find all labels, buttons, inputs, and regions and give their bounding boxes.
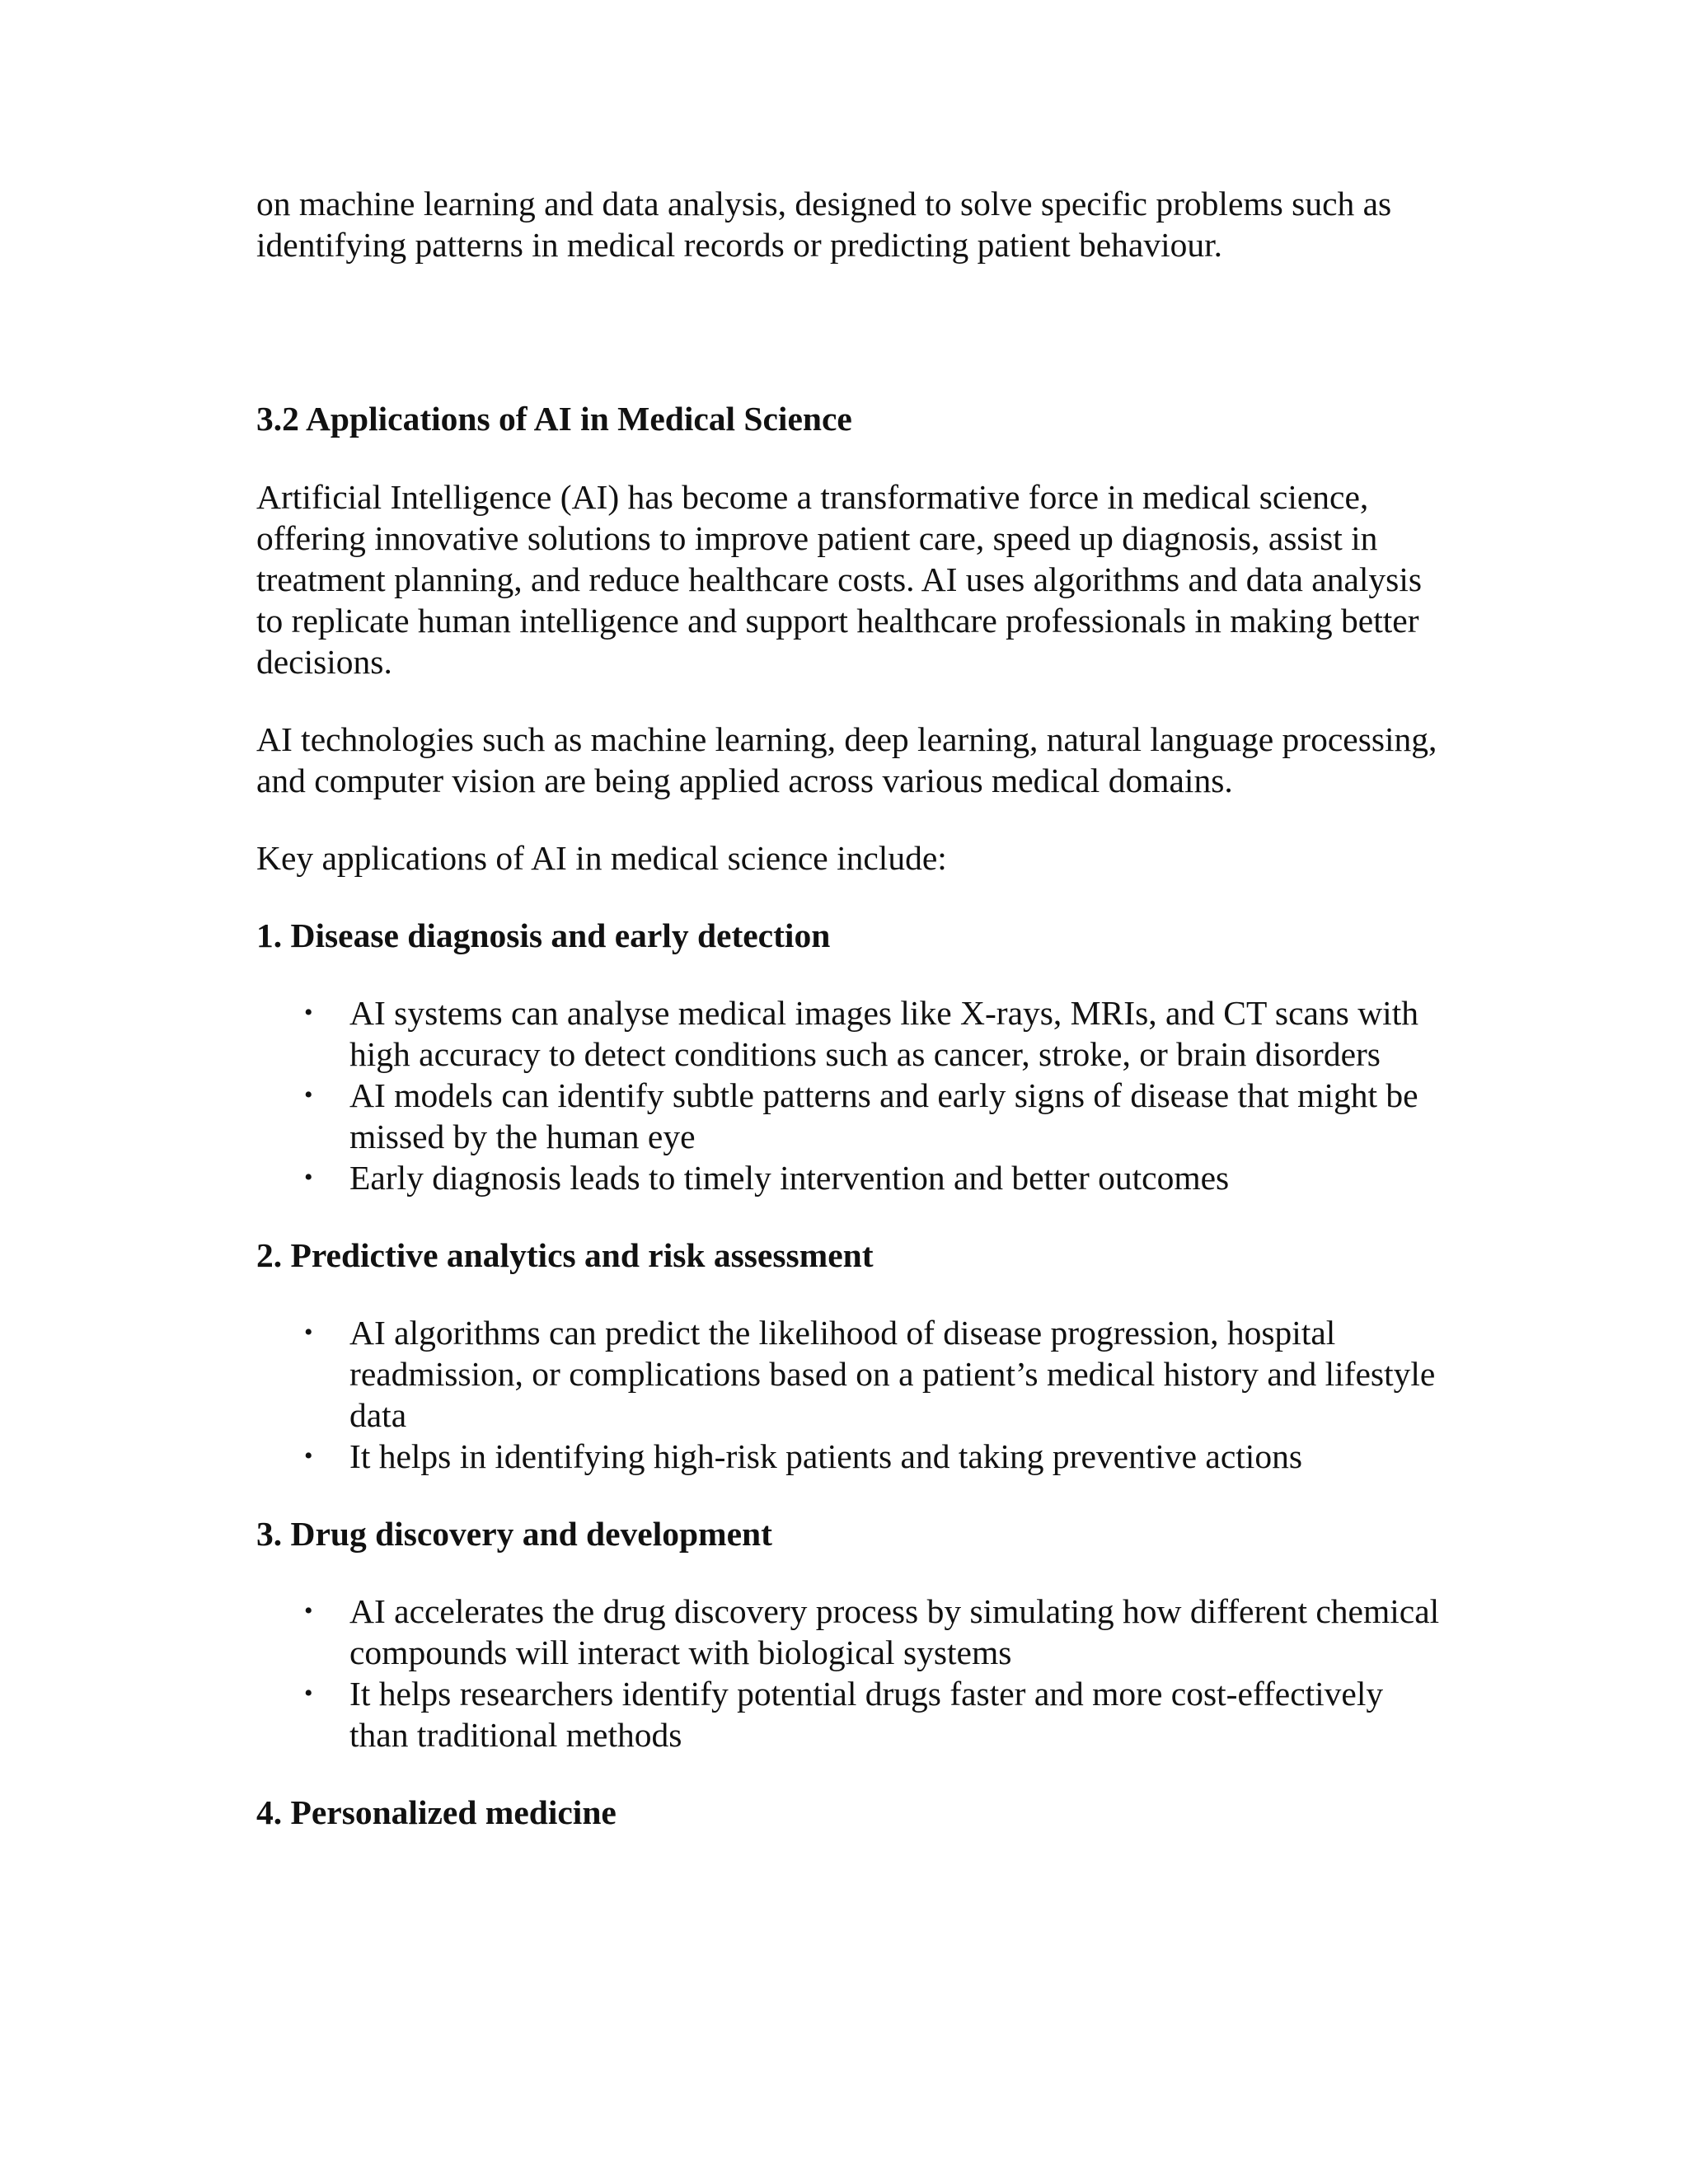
section-heading: 3.2 Applications of AI in Medical Science — [256, 400, 852, 438]
bullet-icon: • — [304, 1164, 313, 1191]
application-points-drug-discovery — [256, 1591, 1443, 1755]
section-paragraph: Artificial Intelligence (AI) has become a transformative force in medical science, offering innovative solutions to improve patient care, speed up diagnosis, assist in treatment planning, and reduce healthcare costs. AI uses algorithms and data analysis to replicate human intelligence and support healthcare professionals in making better decisions. — [256, 478, 1422, 681]
bullet-item — [256, 992, 1443, 1075]
bullet-icon: • — [304, 999, 313, 1026]
page-content — [256, 183, 1443, 1869]
bullet-item — [256, 1673, 1443, 1755]
intro-paragraph: on machine learning and data analysis, designed to solve specific problems such as identifying patterns in medical records or predicting patient behaviour. — [256, 185, 1392, 264]
bullet-text: AI models can identify subtle patterns and early signs of disease that might be missed by the human eye — [349, 1076, 1418, 1155]
bullet-item — [256, 1075, 1443, 1157]
bullet-text: Early diagnosis leads to timely intervention and better outcomes — [349, 1159, 1230, 1197]
bullet-item — [256, 1436, 1443, 1477]
application-title-personalized: 4. Personalized medicine — [256, 1793, 617, 1831]
application-points-predictive — [256, 1312, 1443, 1477]
bullet-text: AI algorithms can predict the likelihood of disease progression, hospital readmission, or complications based on a patient’s medical history and lifestyle data — [349, 1314, 1436, 1434]
bullet-item — [256, 1312, 1443, 1436]
bullet-icon: • — [304, 1319, 313, 1346]
application-title-predictive: 2. Predictive analytics and risk assessment — [256, 1236, 874, 1274]
bullet-text: It helps in identifying high-risk patients and taking preventive actions — [349, 1437, 1302, 1475]
bullet-text: AI systems can analyse medical images like X-rays, MRIs, and CT scans with high accuracy to detect conditions such as cancer, stroke, or brain disorders — [349, 994, 1418, 1073]
bullet-text: It helps researchers identify potential drugs faster and more cost-effectively than traditional methods — [349, 1675, 1384, 1754]
bullet-icon: • — [304, 1081, 313, 1108]
bullet-icon: • — [304, 1680, 313, 1707]
bullet-text: AI accelerates the drug discovery process by simulating how different chemical compounds will interact with biological systems — [349, 1592, 1440, 1671]
section-paragraph: AI technologies such as machine learning, deep learning, natural language processing, and computer vision are being applied across various medical domains. — [256, 720, 1437, 799]
application-title-drug-discovery: 3. Drug discovery and development — [256, 1515, 772, 1553]
bullet-item — [256, 1591, 1443, 1673]
applications-lead: Key applications of AI in medical science include: — [256, 839, 947, 877]
bullet-item — [256, 1157, 1443, 1198]
application-title-diagnosis: 1. Disease diagnosis and early detection — [256, 916, 831, 954]
application-points-diagnosis — [256, 992, 1443, 1198]
bullet-icon: • — [304, 1597, 313, 1624]
bullet-icon: • — [304, 1442, 313, 1469]
